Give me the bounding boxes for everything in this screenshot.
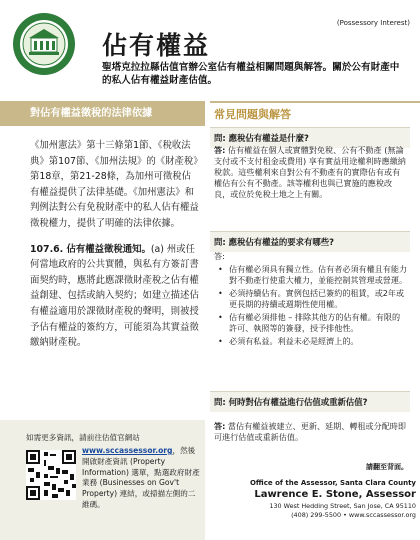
legal-basis-heading: 對佔有權益徵稅的法律依據 — [30, 108, 153, 119]
section-107-6-text: (a) 州或任何當地政府的公共實體，與私有方簽訂書面契約時，應將此應課徵財產稅之佔有權益創建、包括或納入契約；如建立描述佔有權益適用於課徵財產稅的聲明，則被授予佔有權益的簽約方，可能須為其實益徵繳納財產稅。 — [30, 243, 199, 349]
assessor-website-link[interactable]: www.sccassessor.org — [82, 446, 173, 455]
office-contact: (408) 299-5500 • www.sccassessor.org — [291, 511, 416, 519]
office-name: Office of the Assessor, Santa Clara County — [249, 479, 416, 487]
assessor-seal-icon — [12, 12, 76, 76]
legal-basis-body — [30, 138, 200, 361]
list-item: • 必須持續佔有。實例包括已簽約的租賃，或2年或更長期的持續或週期性使用權。 — [218, 288, 408, 310]
faq-question-2: 問: 應稅佔有權益的要求有哪些? — [210, 231, 410, 252]
list-item: • 佔有權必須排他 – 排除其他方的佔有權。有限的許可、執照等的簽發，授予排他性。 — [218, 312, 408, 334]
faq-heading: 常見問題與解答 — [214, 108, 291, 121]
legal-basis-paragraph-2 — [30, 242, 200, 351]
section-107-6-lead: 107.6. 佔有權益徵稅通知。 — [30, 243, 151, 255]
answer-3-lead: 答: — [214, 421, 226, 431]
faq-answer-1 — [214, 145, 407, 200]
list-item: • 必須有私益。利益未必是經濟上的。 — [218, 336, 408, 347]
faq-question-1: 問: 應稅佔有權益是什麼? — [210, 127, 410, 148]
answer-3-text: 當佔有權益被建立、更新、延期、轉租或分配時即可進行估值或重新估值。 — [214, 421, 406, 442]
page-subtitle: 聖塔克拉拉縣估值官辦公室佔有權益相關問題與解答。關於公有財產中的私人佔有權益財產估值。 — [102, 62, 400, 86]
document-tag: (Possessory Interest) — [336, 19, 410, 27]
answer-1-lead: 答: — [214, 145, 226, 155]
page-title: 佔有權益 — [102, 31, 211, 60]
assessor-name: Lawrence E. Stone, Assessor — [254, 489, 416, 500]
office-contact-block — [226, 479, 416, 519]
requirements-list — [218, 264, 408, 349]
more-info-title: 如需更多資訊，請前往估值官網站 — [26, 433, 140, 442]
faq-question-3: 問: 何時對佔有權益進行估值或重新估值? — [210, 391, 410, 412]
faq-answer-3 — [214, 421, 407, 443]
faq-answer-2-lead: 答: — [214, 251, 225, 261]
continued-note: 請翻至背面。 — [366, 463, 408, 471]
list-item: • 佔有權必須具有獨立性。佔有者必須有權且有能力對不動產行使重大權力，並能控制其管理或營運。 — [218, 264, 408, 286]
legal-basis-paragraph-1: 《加州憲法》第十三條第1節、《稅收法典》第107節、《加州法規》的《財產稅》第18章，第21-28條，為加州可徵稅佔有權益提供了法律基礎。《加州憲法》和判例法對公有免稅財產中的私人佔有權益徵稅權力，提供了明確的法律依據。 — [30, 140, 199, 229]
answer-1-text: 佔有權益在個人或實體對免稅、公有不動產 (無論支付或不支付租金或費用) 享有實益用途權利時應繳納稅款。這些權利來自對公有不動產有的實際佔有或有權佔有公有不動產。該等權利也與已實施的應稅改良，或位於免稅土地之上有關。 — [214, 145, 406, 199]
office-address: 130 West Hedding Street, San Jose, CA 95110 — [269, 502, 416, 510]
legal-basis-heading-bar — [0, 101, 205, 126]
qr-code-icon[interactable] — [26, 450, 76, 500]
more-info-text — [82, 446, 200, 511]
more-info-instructions: ，然後開啟財產資訊 (Property Information) 選單，點選政府財產業務 (Businesses on Gov't Property) 連結，或掃描左側的二維碼。 — [82, 446, 200, 509]
faq-heading-bar — [210, 101, 420, 128]
